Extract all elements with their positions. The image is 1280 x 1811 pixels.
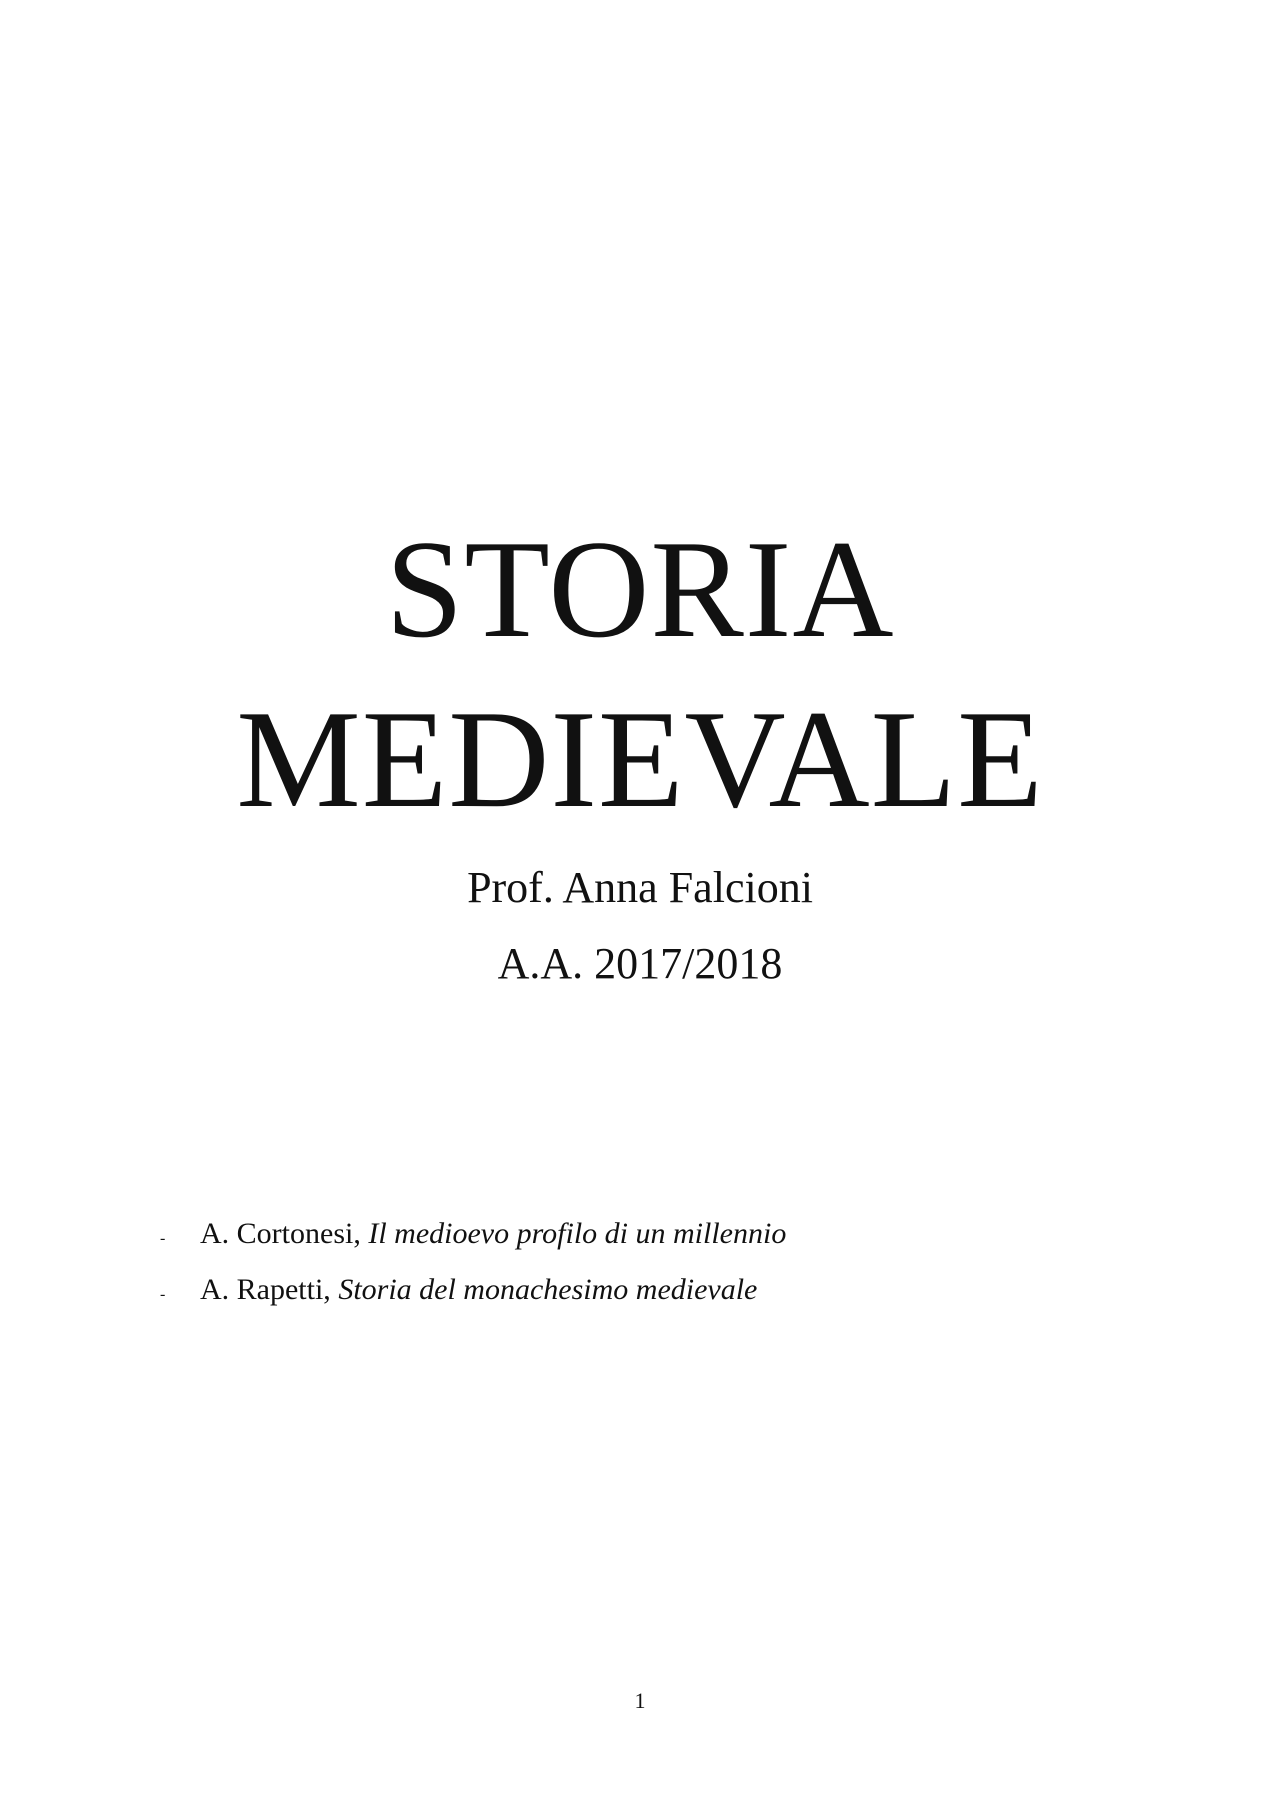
title-line-1: STORIA: [385, 512, 895, 667]
reference-text: [200, 1219, 786, 1249]
reference-item: [160, 1219, 1160, 1275]
title-line-2: MEDIEVALE: [236, 682, 1044, 837]
professor-name: Prof. Anna Falcioni: [467, 863, 813, 912]
reference-work-title: Il medioevo profilo di un millennio: [368, 1217, 787, 1250]
reference-list: [160, 1219, 1160, 1331]
reference-item: [160, 1275, 1160, 1331]
reference-author: A. Cortonesi,: [200, 1217, 369, 1250]
page-number: 1: [634, 1688, 646, 1713]
reference-work-title: Storia del monachesimo medievale: [338, 1273, 758, 1306]
academic-year: A.A. 2017/2018: [497, 939, 783, 988]
list-bullet: -: [160, 1286, 166, 1303]
reference-text: [200, 1275, 757, 1305]
list-bullet: -: [160, 1230, 166, 1247]
reference-author: A. Rapetti,: [200, 1273, 339, 1306]
